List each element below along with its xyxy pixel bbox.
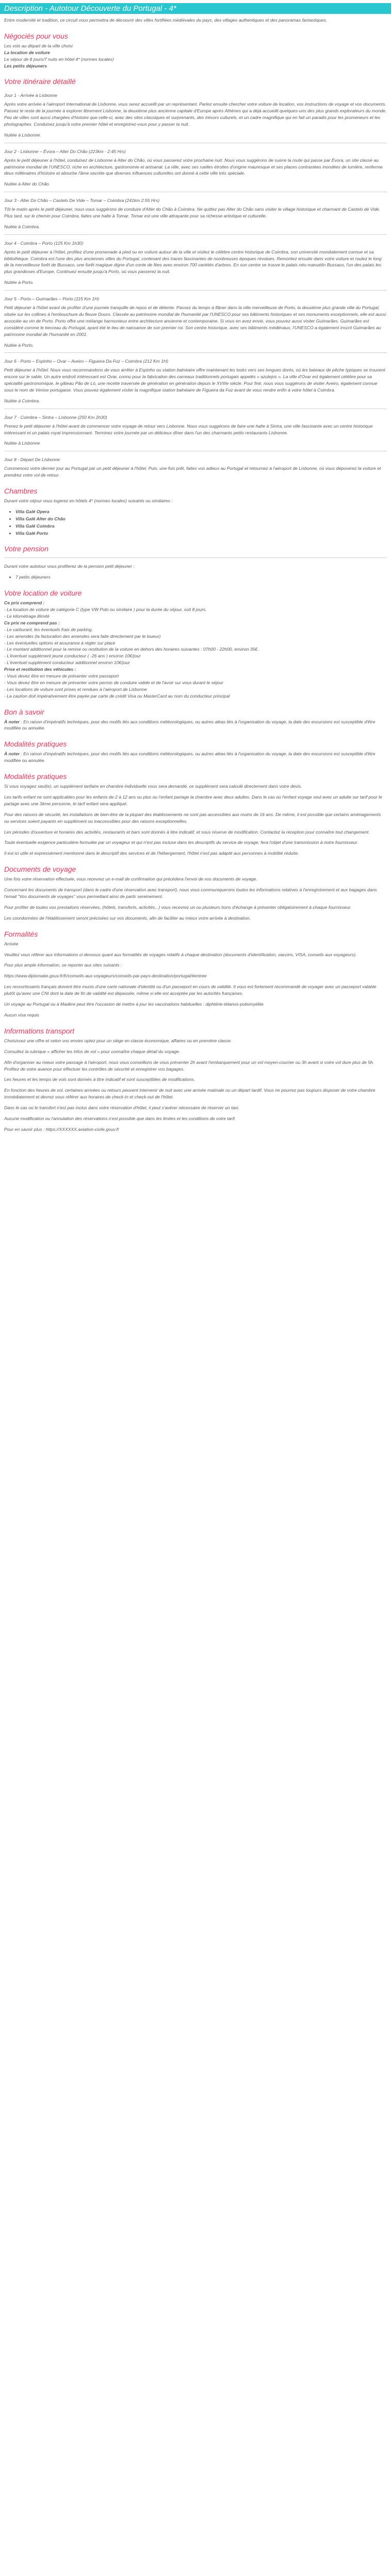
car-line: - Les locations de voiture sont prises et rendues à l'aéroport de Lisbonne: [4, 686, 147, 692]
included-item: Les vols au départ de la ville choisi: [4, 43, 73, 48]
bon-body: : En raison d'impératifs techniques, pour des motifs liés aux conditions météorologiques, ou autres aléas liés à l'organisation du voyage, la date des excursions est susceptible d'être modifiée ou annulée.: [4, 719, 376, 731]
day-text: Prenez le petit déjeuner à l'hôtel avant de commencer votre voyage de retour vers Lisbonne. Nous vous suggérons de faire une halte à Sintra, une ville fascinante avec un centre historique intéressant et un palais royal impressionnant. Terminez votre journée par un délicieux dîner dans l'un des charmants petits restaurants Lisbonne.: [4, 423, 373, 435]
modalites-paragraph: Si vous voyagez seul(e), un supplément tarifaire en chambre individuelle vous sera demandé, ce supplément sera calculé directement dans votre devis.: [4, 784, 302, 789]
day-title: Jour 2 - Lisbonne – Évora – Alter Do Chão (223km - 2:45 Hrs): [4, 148, 126, 154]
rooms-heading: Chambres: [4, 486, 38, 495]
formalites-paragraph: Veuillez vous référer aux informations ci-dessous quant aux formalités de voyages relatifs à chaque destination (documents d'identification, vaccins, VISA, conseils aux voyageurs).: [4, 952, 357, 957]
day-text: Après le petit déjeuner à l'hôtel, profitez d'une promenade à pied ou en voiture autour de la ville et visitez le célèbre centre historique de Coimbra, son université mondialement connue et sa bibliothèque. Coimbra est l'une des plus anciennes villes du Portugal, contenant des traces fascinantes de nombreuses époques révolues. Remontez ensuite dans votre voiture et roulez le long de la merveilleuse forêt de Bussaco, une forêt magique digne d'un conte de fées avec environ 700 variétés d'arbres. En son centre se trouve le palais néo-manuélin Bussaco, l'un des palais les plus grandioses d'Europe. Continuez ensuite jusqu'à Porto, où vous passerez la nuit.: [4, 249, 382, 275]
divider: [4, 290, 387, 291]
modalites2-heading: Modalités pratiques: [4, 772, 67, 781]
formalites-paragraph: Pour plus ample information, se reporter aux sites suivants :: [4, 962, 122, 968]
day-title: Jour 8 - Départ De Lisbonne: [4, 457, 60, 463]
day-title: Jour 4 - Coimbra – Porto (125 Km 1h30): [4, 240, 84, 246]
pension-list: [4, 574, 387, 581]
transport-paragraph: Les heures et les temps de vols sont donnés à titre indicatif et sont susceptibles de modifications.: [4, 1077, 196, 1082]
hotel-item: • Villa Galé Opera: [15, 509, 387, 515]
day-title: Jour 3 - Alter Do Chão – Castelo De Vide – Tomar – Coimbra (241km 2:55 Hrs): [4, 198, 160, 204]
transport-paragraph: Pour en savoir plus : https://XXXXXX.aviation-civile.gouv.fr: [4, 1126, 119, 1132]
content: [0, 17, 391, 1133]
documents-heading: Documents de voyage: [4, 865, 76, 874]
car-line: - La location de voiture de catégorie C (type VW Polo ou similaire ) pour la durée du séjour, soit 8 jours.: [4, 607, 207, 613]
page-title: Description - Autotour Découverte du Portugal - 4*: [4, 4, 176, 13]
itinerary-heading: Votre itinéraire détaillé: [4, 77, 76, 86]
formalites-paragraph: Les ressortissants français doivent être munis d'une carte nationale d'identité ou d'un passeport en cours de validité. Il vous est fortement recommandé de voyager avec un passeport valable plutôt qu'avec une CNI dont la date de fin de validité est dépassée, même si elle est acceptée par les autorités françaises.: [4, 984, 377, 996]
modalites-body: : En raison d'impératifs techniques, pour des motifs liés aux conditions météorologiques, ou autres aléas liés à l'organisation du voyage, la date des excursions est susceptible d'être modifiée ou annulée.: [4, 751, 376, 764]
transport-paragraph: Dans le cas où le transfert n'est pas inclus dans votre réservation d'hôtel, il peut s'avérer nécessaire de réserver un taxi.: [4, 1105, 239, 1111]
page-title-banner: [0, 3, 391, 14]
documents-paragraph: Pour profiter de toutes vos prestations réservées, (hôtels, transferts, activités...) vous recevrez un ou plusieurs bons d'échange à présenter obligatoirement à chaque fournisseur.: [4, 904, 352, 910]
car-line: - Vous devez être en mesure de présenter votre permis de conduire valide et de l'avoir sur vous durant le séjour: [4, 680, 224, 685]
bon-label: À noter: [4, 719, 20, 724]
day-text: Tôt le matin après le petit déjeuner, nous vous suggérons de conduire d'Alter do Chão à Coimbra. Ne quittez pas Alter do Chão sans visiter le village historique et charmant de Castelo de Vide. Plus tard, sur le chemin pour Coimbra, faites une halte à Tomar. Tomar est une ville attrayante pour sa richesse artistique et culturelle.: [4, 207, 381, 219]
transport-paragraphs: [4, 1038, 387, 1133]
car-line: - La caution doit impérativement être payée par carte de crédit Visa ou MasterCard au nom du conducteur principal: [4, 693, 230, 699]
divider: [4, 557, 387, 558]
transport-paragraph: Choisissez une offre et selon vos envies optez pour un siège en classe économique, affaires ou en première classe.: [4, 1038, 232, 1043]
car-line: - Le montant additionnel pour la remise ou restitution de la voiture en dehors des horaires suivantes : 07h00 - 22h00, environ 35€.: [4, 647, 259, 652]
formalites-paragraph: https://www.diplomatie.gouv.fr/fr/conseils-aux-voyageurs/conseils-par-pays-destination/portugal/#entree: [4, 973, 207, 979]
car-conditions: [4, 600, 387, 699]
included-item: Les petits déjeuners: [4, 63, 47, 69]
day-text: Après le petit déjeuner à l'hôtel, conduisez de Lisbonne à Alter do Chão, où vous passerez votre prochaine nuit. Nous vous suggérons de suivre la route qui passe par Évora, un site classé au patrimoine mondial de l'UNESCO, riche en architecture, gastronomie et artisanat. La ville, avec ses ruelles étroites d'origine mauresque et ses places contrastées inondées de lumière, renferme deux millénaires d'histoire et absorbe l'âme secrète que diverses influences culturelles ont donné à cette ville très spéciale.: [4, 157, 383, 176]
formalites-paragraphs: [4, 941, 387, 1019]
day-text: Commencez votre dernier jour au Portugal par un petit déjeuner à l'hôtel. Puis, une fois prêt, faites vos adieux au Portugal et retournez à l'aéroport de Lisbonne, où vous déposerez la voiture et prendrez votre vol de retour.: [4, 466, 381, 478]
included-list: [4, 43, 387, 70]
day-stay: Nuitée à Porto.: [4, 280, 34, 285]
day-title: Jour 7 - Coimbra – Sintra – Lisbonne (250 Km 2h30): [4, 414, 107, 420]
day-title: Jour 1 - Arrivée à Lisbonne: [4, 93, 57, 98]
formalites-paragraph: Un voyage au Portugal ou à Madère peut être l'occasion de mettre à jour les vaccinations habituelles : diphtérie-tétanos-poliomyélite.: [4, 1002, 265, 1007]
car-line: - Le carburant, les éventuels frais de parking.: [4, 626, 93, 632]
modalites-paragraph: Il est ici utile et expressément mentionné dans le descriptif des services et de l'hébergement, l'hôtel n'est pas adapté aux personnes à mobilité réduite.: [4, 851, 299, 856]
documents-paragraph: Une fois votre réservation effectuée, vous recevrez un e-mail de confirmation qui précèdera l'envoi de vos documents de voyage.: [4, 876, 257, 882]
day-stay: Nuitée à Porto.: [4, 342, 34, 348]
transport-paragraph: En fonction des heures de vol, certaines arrivées ou retours peuvent intervenir de nuit avec une arrivée matinale ou un départ tardif. Vous ne pourrez pas toujours disposer de votre chambre immédiatement et devrez vous référer aux horaires de check-in et check-out de l'hôtel.: [4, 1088, 376, 1100]
pension-heading: Votre pension: [4, 545, 48, 553]
car-heading: Votre location de voiture: [4, 589, 82, 598]
day-title: Jour 6 - Porto – Espinho – Ovar – Aveiro – Figueira Da Foz – Coimbra (212 Km 1H): [4, 359, 169, 364]
hotel-list: [4, 509, 387, 537]
hotel-item: • Villa Galé Porto: [15, 530, 387, 537]
modalites-paragraph: Toute éventuelle exigence particulière formulée par un voyageur et qui n'est pas incluse dans les descriptifs du service de voyage, fera l'objet d'une transmission à notre fournisseur.: [4, 840, 359, 845]
day-stay: Nuitée à Lisbonne: [4, 440, 40, 446]
modalites-text: [4, 751, 387, 764]
included-item: Le séjour de 8 jours/7 nuits en hôtel 4* (normes locales): [4, 56, 114, 62]
included-item: La location de voiture: [4, 49, 50, 55]
formalites-paragraph: Aucun visa requis: [4, 1012, 39, 1018]
documents-paragraph: Les coordonnées de l'établissement seront précisées sur vos documents, afin de faciliter au mieux votre arrivée à destination.: [4, 915, 251, 921]
day-stay: Nuitée à Lisbonne.: [4, 132, 41, 138]
day-stay: Nuitée à Alter do Chão.: [4, 181, 51, 187]
car-line: - Les amendes (la facturation des amendes sera faite directement par le loueur): [4, 633, 161, 639]
intro-text: Entre modernité et tradition, ce circuit vous permettra de découvrir des villes fortifiées médiévales du pays, des villages authentiques et des panoramas fantastiques.: [4, 18, 328, 23]
day-text: Petit déjeuner à l'hôtel. Nous vous recommandons de vous arrêter à Espinho ou station balnéaire offre maintenant les looks vers ses longues dorés, où les bateaux de pêche typiques se trouvent encore sur le sable. Un autre endroit intéressant est Ovar, connu pour la fabrication des carreaux traditionnels portugais appelés « azulejos ». La ville d'Ovar est également célèbre pour sa spécialité gastronomique, le gâteau Pão de Ló, une recette traversée de génération en génération depuis le XVIIIe siècle. Pour finir, nous vous suggérons de visiter Aveiro, également connue sous le nom de Venise portugaise. Vous pouvez également visiter la magnifique station balnéaire de Figueira da Foz avant de vous rendre enfin à votre hôtel à Coimbra.: [4, 367, 385, 393]
modalites-label: À noter: [4, 751, 20, 757]
day-title: Jour 5 - Porto – Guimarães – Porto (115 Km 1H): [4, 296, 100, 302]
documents-paragraphs: [4, 876, 387, 921]
transport-heading: Informations transport: [4, 1026, 75, 1035]
car-line: - Le kilométrage illimité: [4, 613, 50, 619]
transport-paragraph: Consultez la rubrique « afficher les infos de vol » pour connaître chaque détail du voyage.: [4, 1048, 181, 1054]
page: [0, 0, 391, 1137]
documents-paragraph: Concernant les documents de transport (dans le cadre d'une réservation avec transport), nous vous communiquerons toutes les informations relatives à l'enregistrement et aux bagages dans l'email "Vos documents de voyages" vous permettant ainsi de partir sereinement.: [4, 887, 377, 900]
car-line: Prise et restitution des véhicules :: [4, 667, 76, 672]
included-heading: Négociés pour vous: [4, 31, 68, 40]
divider: [4, 352, 387, 353]
hotel-item: • Villa Galé Alter do Chão: [15, 516, 387, 522]
hotel-item: • Villa Galé Coimbra: [15, 523, 387, 530]
divider: [4, 234, 387, 235]
bon-text: [4, 719, 387, 732]
day-text: Après votre arrivée à l'aéroport International de Lisbonne, vous serez accueilli par un représentant. Partez ensuite chercher votre voiture de location, vos instructions de voyage et vos documents. Passez le reste de la journée à explorer librement Lisbonne, la deuxième plus ancienne capitale d'Europe après Athènes qui a déjà accueilli quelques-uns des plus grands explorateurs du monde. Peu de villes sont aussi chargées d'histoire que celle-ci, avec des sites classiques et surprenants, des trésors culturels, et un cadre magnifique qui en fait un paradis pour les promeneurs et les photographes. Conduisez jusqu'à votre premier hôtel et enregistrez-vous pour y passer la nuit.: [4, 101, 387, 127]
bon-heading: Bon à savoir: [4, 707, 44, 716]
modalites2-paragraphs: [4, 783, 387, 857]
modalites-heading: Modalités pratiques: [4, 740, 67, 749]
modalites-paragraph: Les périodes d'ouverture et horaires des activités, restaurants et bars sont donnés à titre indicatif, et sous réserve de modification. Contactez la réception pour connaître tout changement.: [4, 829, 370, 835]
day-text: Petit déjeuner à l'hôtel avant de profiter d'une journée tranquille de repos et de détente. Passez du temps à flâner dans la ville merveilleuse de Porto, la deuxième plus grande ville du Portugal, située sur les collines à l'embouchure du fleuve Douro. Classée au patrimoine mondial de l'humanité par l'UNESCO pour ses bâtiments historiques et ses monuments exceptionnels, elle est aussi associée au vin de Porto. Porto offre une mélange harmonieux entre architecture ancienne et contemporaine. Si vous en avez envie, vous pouvez aussi visiter Guimarães. Guimarães est considéré comme le berceau du Portugal, ayant été le lieu de naissance de son premier roi. Son centre historique, avec ses bâtiments médiévaux, l'UNESCO a également inscrit Guimarães au patrimoine mondial de l'humanité en 2001.: [4, 305, 386, 337]
transport-paragraph: Aucune modification ou l'annulation des réservations n'est possible que dans les limites et les conditions de votre tarif.: [4, 1115, 236, 1121]
transport-paragraph: Afin d'organiser au mieux votre passage à l'aéroport, nous vous conseillons de vous présenter 2h avant l'embarquement pour un vol moyen-courrier ou 3h avant si votre vol dure plus de 5h. Profitez de votre avance pour effectuer les contrôles de sécurité et enregistrer vos bagages.: [4, 1059, 374, 1072]
car-line: - L'éventuel supplément jeune conducteur ( -26 ans ) environ 10€/jour: [4, 653, 141, 659]
formalites-heading: Formalités: [4, 929, 38, 938]
car-line: Ce prix comprend :: [4, 600, 45, 606]
itinerary-days: [4, 92, 387, 479]
modalites-paragraph: Les tarifs enfant ne sont applicables pour les enfants de 2 à 12 ans ou plus ou l'enfant partage la chambre avec deux adultes. Dans le cas où l'enfant voyage seul avec un adulte sur tarif pour le partage avec une 3ème personne, le tarif enfant sera appliqué.: [4, 794, 382, 806]
day-stay: Nuitée à Coimbra.: [4, 224, 40, 229]
modalites-paragraph: Pour des raisons de sécurité, les installations de bien-être de la plupart des établissements ne sont pas accessibles aux moins de 16 ans. De même, il est possible que certains aménagements ou services soient payants en supplément ou inaccessibles pour des raisons exceptionnelles.: [4, 811, 381, 824]
pension-intro: Durant votre autotour vous profiterez de la pension petit déjeuner :: [4, 564, 135, 569]
car-line: - Vous devez être en mesure de présenter votre passeport: [4, 673, 119, 679]
car-line: Ce prix ne comprend pas :: [4, 620, 60, 625]
formalites-paragraph: Arrivée: [4, 941, 19, 946]
pension-item: • 7 petits déjeuners: [15, 574, 387, 581]
car-line: - L'éventuel supplément conducteur additionnel environ 10€/jour: [4, 660, 130, 666]
day-stay: Nuitée à Coimbra.: [4, 398, 40, 403]
car-line: - Les éventuelles options et assurance à régler sur place: [4, 640, 116, 646]
rooms-intro: Durant votre séjour vous logerez en hôtels 4* (normes locales) suivants ou similaires :: [4, 498, 173, 503]
